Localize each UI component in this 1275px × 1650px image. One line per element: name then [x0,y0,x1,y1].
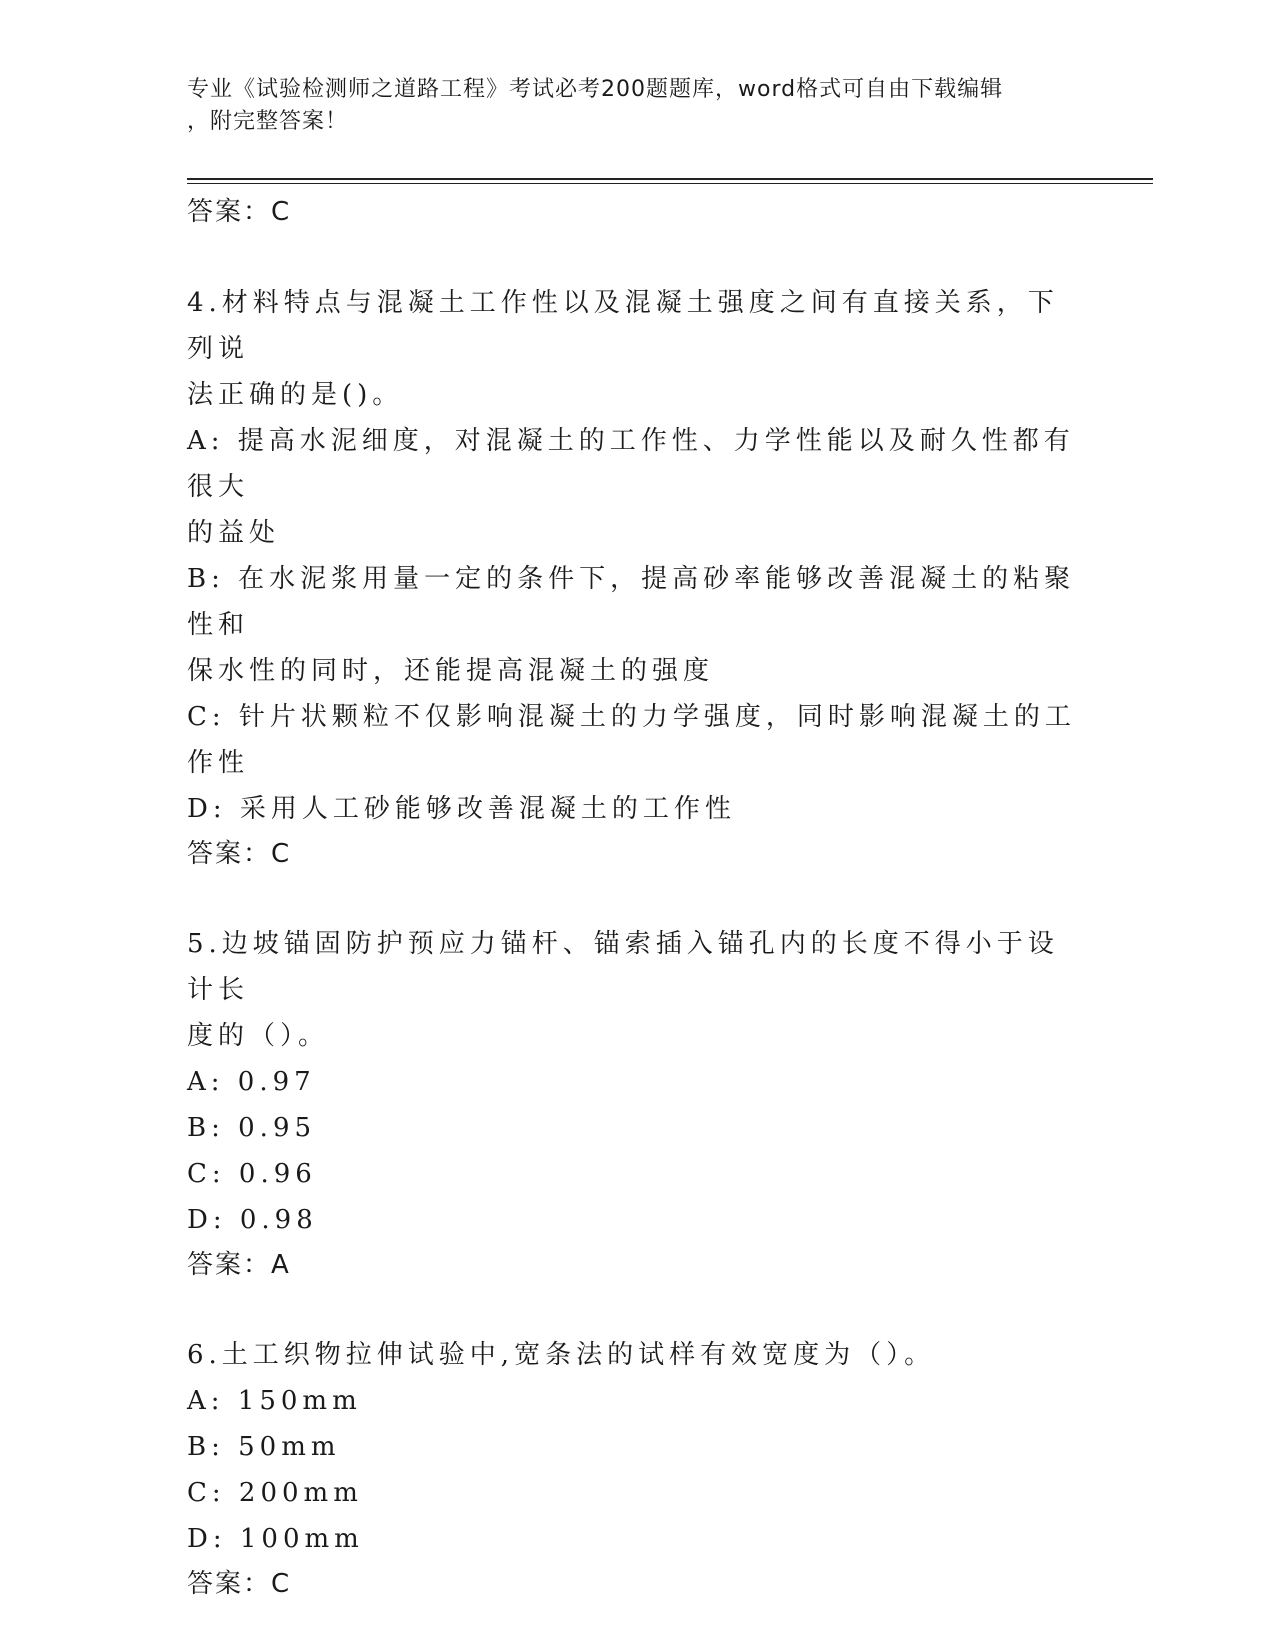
question-4-stem-line-1: 4.材料特点与混凝土工作性以及混凝土强度之间有直接关系，下列说 [187,288,1059,364]
question-6-option-d: D: 100mm [187,1524,364,1554]
question-6-stem: 6.土工织物拉伸试验中,宽条法的试样有效宽度为（）。 [187,1340,936,1370]
answer-prefix: 答案： [187,839,272,869]
question-5-stem-line-2: 度的（）。 [187,1021,330,1051]
question-5-option-a: A: 0.97 [187,1067,316,1097]
answer-line-previous [187,190,1087,234]
answer-prefix: 答案： [187,1250,272,1280]
answer-value: C [271,839,292,869]
page-header [187,74,1067,138]
question-4-option-b-line-1: B: 在水泥浆用量一定的条件下，提高砂率能够改善混凝土的粘聚性和 [187,564,1076,640]
header-title-line-1: 专业《试验检测师之道路工程》考试必考200题题库，word格式可自由下载编辑 [187,77,1004,102]
question-5-option-d: D: 0.98 [187,1205,318,1235]
question-4 [187,280,1087,876]
question-4-option-d: D: 采用人工砂能够改善混凝土的工作性 [187,794,736,824]
question-6 [187,1332,1087,1606]
question-6-option-b: B: 50mm [187,1432,341,1462]
question-4-answer [187,832,1087,876]
answer-value: C [271,1569,292,1599]
question-6-option-c: C: 200mm [187,1478,363,1508]
header-divider-thick [187,178,1153,180]
question-4-option-c: C: 针片状颗粒不仅影响混凝土的力学强度，同时影响混凝土的工作性 [187,702,1076,778]
question-4-option-a-line-2: 的益处 [187,518,281,548]
question-list [187,190,1087,1606]
answer-value: C [271,197,292,227]
question-6-answer [187,1562,1087,1606]
question-4-option-a-line-1: A: 提高水泥细度，对混凝土的工作性、力学性能以及耐久性都有很大 [187,426,1075,502]
question-4-stem-line-2: 法正确的是()。 [187,380,404,410]
question-6-option-a: A: 150mm [187,1386,362,1416]
question-5-option-c: C: 0.96 [187,1159,317,1189]
question-5-option-b: B: 0.95 [187,1113,317,1143]
header-divider-thin [187,183,1153,184]
question-5-stem-line-1: 5.边坡锚固防护预应力锚杆、锚索插入锚孔内的长度不得小于设计长 [187,929,1059,1005]
answer-value: A [271,1250,291,1280]
answer-prefix: 答案： [187,1569,272,1599]
question-4-option-b-line-2: 保水性的同时，还能提高混凝土的强度 [187,656,715,686]
answer-prefix: 答案： [187,197,272,227]
header-title-line-2: ，附完整答案！ [187,109,349,134]
question-5 [187,921,1087,1287]
question-5-answer [187,1243,1087,1287]
